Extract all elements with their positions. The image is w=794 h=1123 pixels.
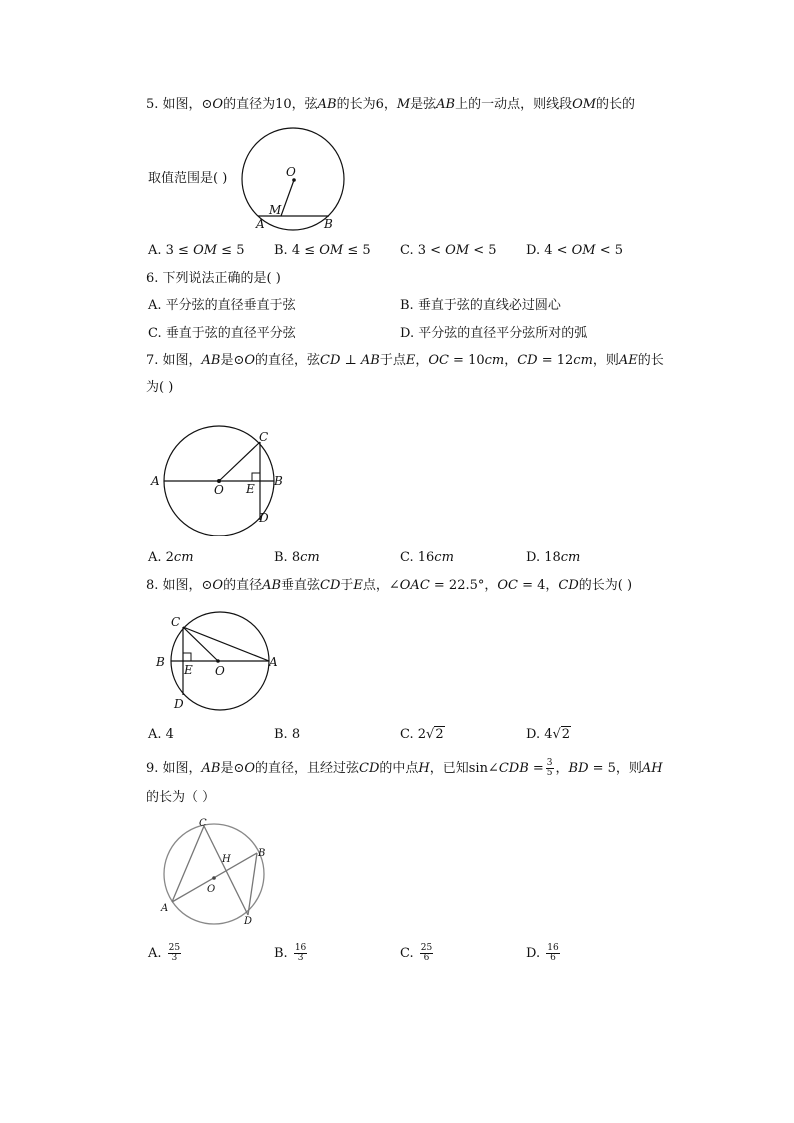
q7-option-c: C. 16𝑐𝑚: [400, 550, 454, 565]
q7-label-E: E: [246, 482, 255, 496]
q9-label-A: A: [161, 903, 169, 914]
q5-stem-line1: 5. 如图，⊙𝑂的直径为10，弦𝐴𝐵的长为6，𝑀是弦𝐴𝐵上的一动点，则线段𝑂𝑀的长的: [146, 97, 636, 112]
q9-stem-line1: 9. 如图，𝐴𝐵是⊙𝑂的直径，且经过弦𝐶𝐷的中点𝐻，已知sin∠𝐶𝐷𝐵 = $\frac{3}{5}$ ，𝐵𝐷 = 5，则𝐴𝐻: [146, 758, 663, 778]
q8-option-c-radicand: 2: [435, 727, 444, 742]
q7-label-C: C: [259, 430, 269, 444]
q7-label-O: O: [214, 483, 224, 497]
q9-option-c: C. $\frac{25}{6}$: [400, 943, 433, 963]
q6-option-c: C. 垂直于弦的直径平分弦: [148, 326, 296, 341]
q5-option-c: C. 3 < 𝑂𝑀 < 5: [400, 243, 497, 258]
q7-label-D: D: [259, 511, 269, 525]
q9-option-a: A. $\frac{25}{3}$: [148, 943, 181, 963]
q7-option-a: A. 2𝑐𝑚: [148, 550, 194, 565]
q7-option-d: D. 18𝑐𝑚: [526, 550, 581, 565]
q8-option-c: C. 2√2: [400, 727, 444, 742]
q9-stem-line2: 的长为（ ）: [146, 790, 216, 805]
q7-label-A: A: [151, 474, 160, 488]
q6-option-a: A. 平分弦的直径垂直于弦: [148, 298, 296, 313]
q8-label-E: E: [184, 663, 193, 677]
q5-option-d: D. 4 < 𝑂𝑀 < 5: [526, 243, 624, 258]
q5-option-a: A. 3 ≤ 𝑂𝑀 ≤ 5: [148, 243, 245, 258]
q5-label-B: B: [324, 217, 333, 231]
q8-label-O: O: [215, 664, 225, 678]
q9-label-C: C: [199, 818, 207, 829]
q9-figure: [156, 816, 280, 930]
q7-option-b: B. 8𝑐𝑚: [274, 550, 320, 565]
q7-label-B: B: [274, 474, 283, 488]
q6-option-d: D. 平分弦的直径平分弦所对的弧: [400, 326, 588, 341]
q5-label-M: M: [269, 203, 282, 217]
q8-option-b: B. 8: [274, 727, 301, 742]
q6-option-b: B. 垂直于弦的直线必过圆心: [400, 298, 561, 313]
q8-label-D: D: [174, 697, 184, 711]
q8-option-d: D. 4√2: [526, 727, 571, 742]
q5-stem-line2: 取值范围是( ): [148, 171, 228, 186]
q7-figure: [148, 424, 288, 536]
q8-option-d-radicand: 2: [561, 727, 571, 742]
q8-option-a: A. 4: [148, 727, 174, 742]
q9-option-b: B. $\frac{16}{3}$: [274, 943, 307, 963]
q5-label-O: O: [286, 165, 296, 179]
q5-label-A: A: [256, 217, 265, 231]
q6-stem: 6. 下列说法正确的是( ): [146, 271, 281, 286]
q9-label-O: O: [207, 884, 216, 895]
q7-stem-line1: 7. 如图，𝐴𝐵是⊙𝑂的直径，弦𝐶𝐷 ⊥ 𝐴𝐵于点𝐸，𝑂𝐶 = 10𝑐𝑚，𝐶𝐷 = 12𝑐𝑚，则𝐴𝐸的长: [146, 353, 664, 368]
q5-figure: [240, 126, 352, 234]
q8-stem: 8. 如图，⊙𝑂的直径𝐴𝐵垂直弦𝐶𝐷于𝐸点，∠𝑂𝐴𝐶 = 22.5°，𝑂𝐶 = 4，𝐶𝐷的长为( ): [146, 578, 633, 593]
q5-option-b: B. 4 ≤ 𝑂𝑀 ≤ 5: [274, 243, 371, 258]
q8-label-C: C: [171, 615, 181, 629]
q7-stem-line2: 为( ): [146, 380, 174, 395]
q8-figure: [152, 608, 286, 716]
q9-label-B: B: [258, 848, 266, 859]
q9-stem-fraction: $\frac{3}{5}$: [546, 758, 553, 778]
q8-label-B: B: [156, 655, 165, 669]
q9-label-D: D: [244, 916, 253, 927]
q9-label-H: H: [222, 854, 231, 865]
q8-label-A: A: [269, 655, 278, 669]
q9-option-d: D. $\frac{16}{6}$: [526, 943, 559, 963]
